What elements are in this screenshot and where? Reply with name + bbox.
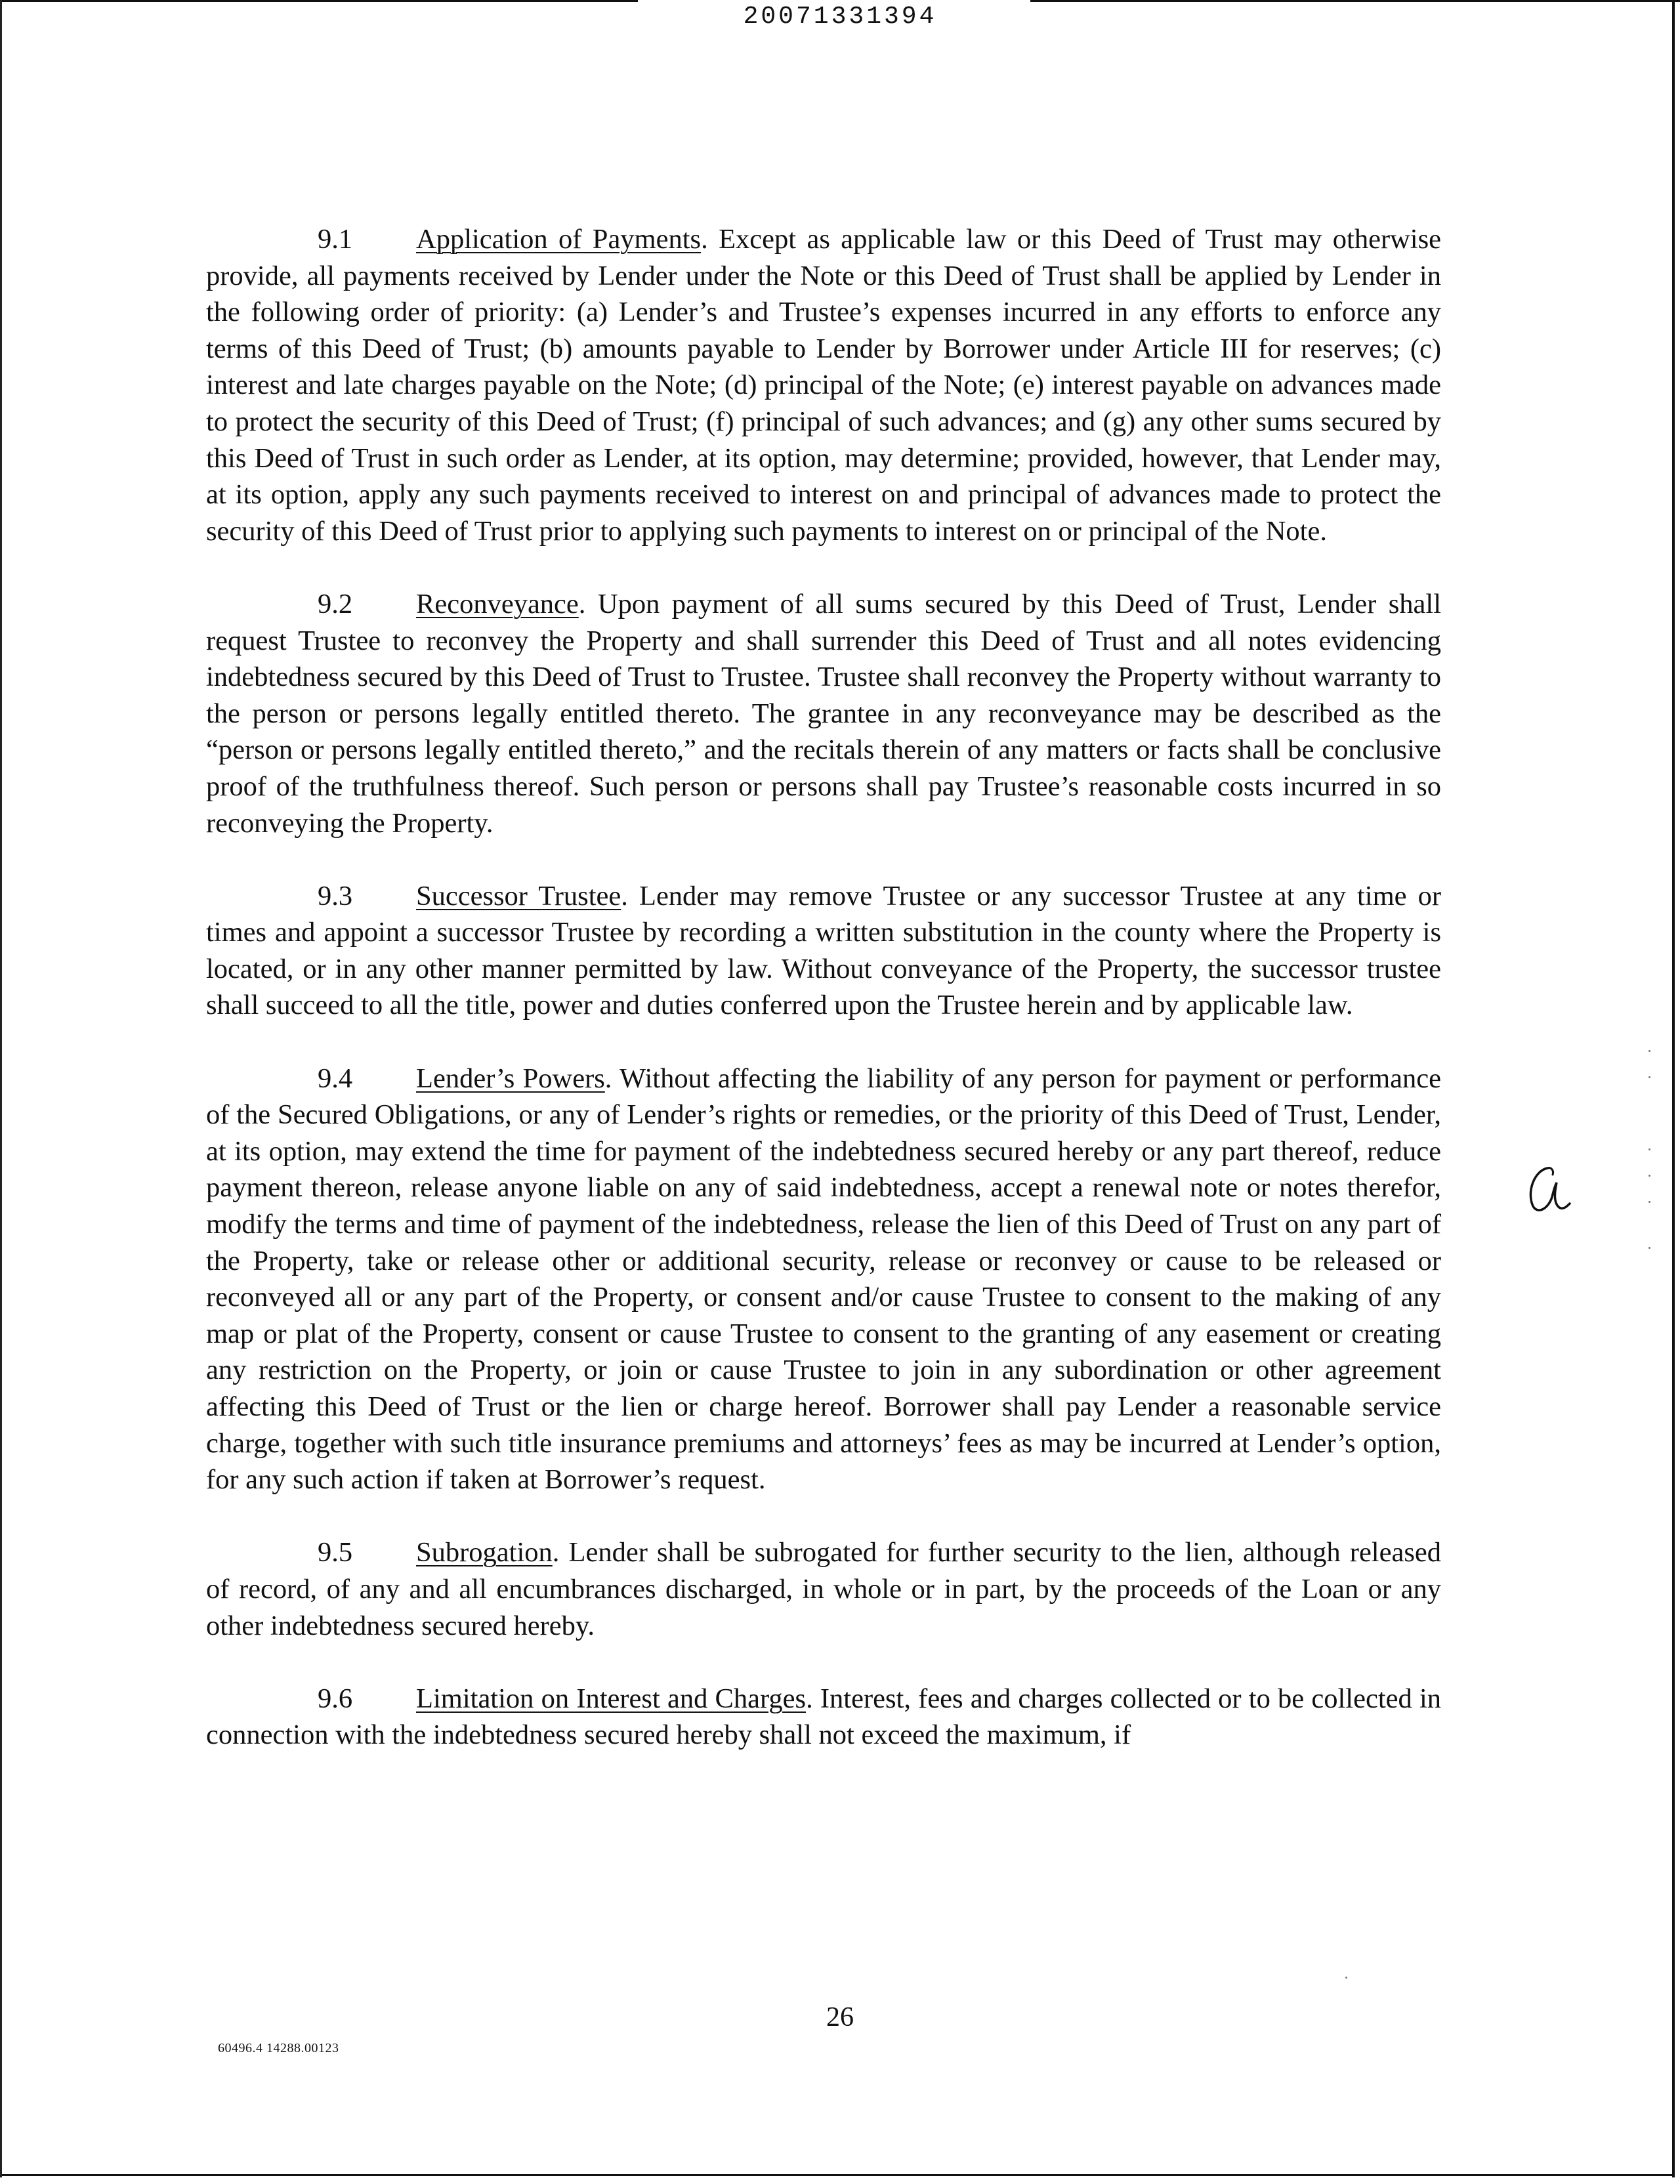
scan-speck xyxy=(1648,1201,1650,1203)
section-heading: Lender’s Powers xyxy=(416,1062,605,1094)
section-heading: Subrogation xyxy=(416,1537,553,1568)
section-text: . Without affecting the liability of any person for payment or performance of the Secured Obligations, or any of Lender’s rights or remedies, or the priority of this Deed of Trust, Lender, at its option, may extend the time for payment of the indebtedness secured hereby or any part thereof, reduce payment thereon, release anyone liable on any of said indebtedness, accept a renewal note or notes therefor, modify the terms and time of payment of the indebtedness, release the lien of this Deed of Trust on any part of the Property, take or release other or additional security, release or reconvey or cause to be released or reconveyed all or any part of the Property, or consent and/or cause Trustee to consent to the making of any map or plat of the Property, consent or cause Trustee to consent to the granting of any easement or creating any restriction on the Property, or join or cause Trustee to join in any subordination or other agreement affecting this Deed of Trust or the lien or charge hereof. Borrower shall pay Lender a reasonable service charge, together with such title insurance premiums and attorneys’ fees as may be incurred at Lender’s option, for any such action if taken at Borrower’s request. xyxy=(206,1062,1441,1496)
section-text: . Interest, fees and charges collected or to be collected in connection with the indebtedness secured hereby shall not exceed the maximum, if xyxy=(206,1683,1442,1751)
section-text: . Except as applicable law or this Deed of Trust may otherwise provide, all payments received by Lender under the Note or this Deed of Trust shall be applied by Lender in the following order of priority: (a) Lender’s and Trustee’s expenses incurred in any efforts to enforce any terms of this Deed of Trust; (b) amounts payable to Lender by Borrower under Article III for reserves; (c) interest and late charges payable on the Note; (d) principal of the Note; (e) interest payable on advances made to protect the security of this Deed of Trust; (f) principal of such advances; and (g) any other sums secured by this Deed of Trust in such order as Lender, at its option, may determine; provided, however, that Lender may, at its option, apply any such payments received to interest on and principal of advances made to protect the security of this Deed of Trust prior to applying such payments to interest on or principal of the Note. xyxy=(206,224,1442,547)
scan-speck xyxy=(1648,1247,1650,1249)
section-text: . Lender shall be subrogated for further security to the lien, although released of record, of any and all encumbrances discharged, in whole or in part, by the proceeds of the Loan or any other indebtedness secured hereby. xyxy=(206,1537,1441,1641)
section-9-4 xyxy=(206,1060,1441,1498)
section-heading: Reconveyance xyxy=(416,588,579,620)
scan-speck xyxy=(1648,1050,1650,1052)
section-9-3 xyxy=(206,878,1441,1024)
scan-speck xyxy=(1648,1175,1650,1177)
section-9-1 xyxy=(206,221,1441,549)
section-text: . Upon payment of all sums secured by this Deed of Trust, Lender shall request Trustee to reconvey the Property and shall surrender this Deed of Trust and all notes evidencing indebtedness secured by this Deed of Trust to Trustee. Trustee shall reconvey the Property without warranty to the person or persons legally entitled thereto. The grantee in any reconveyance may be described as the “person or persons legally entitled thereto,” and the recitals therein of any matters or facts shall be conclusive proof of the truthfulness thereof. Such person or persons shall pay Trustee’s reasonable costs incurred in so reconveying the Property. xyxy=(206,588,1441,839)
section-heading: Limitation on Interest and Charges xyxy=(416,1683,807,1714)
document-body xyxy=(206,221,1441,1790)
section-9-2 xyxy=(206,586,1441,841)
section-9-5 xyxy=(206,1534,1441,1644)
scan-speck xyxy=(1648,1148,1650,1150)
scan-speck xyxy=(1345,1977,1347,1979)
page-border-right xyxy=(1672,0,1675,2177)
section-number: 9.5 xyxy=(318,1537,353,1568)
section-number: 9.1 xyxy=(318,224,353,255)
section-number: 9.4 xyxy=(318,1062,353,1094)
document-code: 60496.4 14288.00123 xyxy=(218,2041,339,2055)
section-heading: Successor Trustee xyxy=(416,880,621,912)
page-border-bottom xyxy=(0,2174,1675,2176)
section-number: 9.2 xyxy=(318,588,353,620)
recording-number: 20071331394 xyxy=(743,3,937,31)
page-border-top-left xyxy=(0,0,638,2)
section-text: . Lender may remove Trustee or any successor Trustee at any time or times and appoint a successor Trustee by recording a written substitution in the county where the Property is located, or in any other manner permitted by law. Without conveyance of the Property, the successor trustee shall succeed to all the title, power and duties conferred upon the Trustee herein and by applicable law. xyxy=(206,880,1442,1021)
section-number: 9.6 xyxy=(318,1683,353,1714)
section-9-6 xyxy=(206,1681,1441,1754)
section-heading: Application of Payments xyxy=(416,224,702,255)
page-border-left xyxy=(0,0,2,2177)
section-number: 9.3 xyxy=(318,880,353,912)
scan-speck xyxy=(1648,1076,1650,1078)
handwritten-initials xyxy=(1521,1166,1574,1218)
page-border-top-right xyxy=(1030,0,1680,2)
page-number: 26 xyxy=(826,2002,854,2032)
